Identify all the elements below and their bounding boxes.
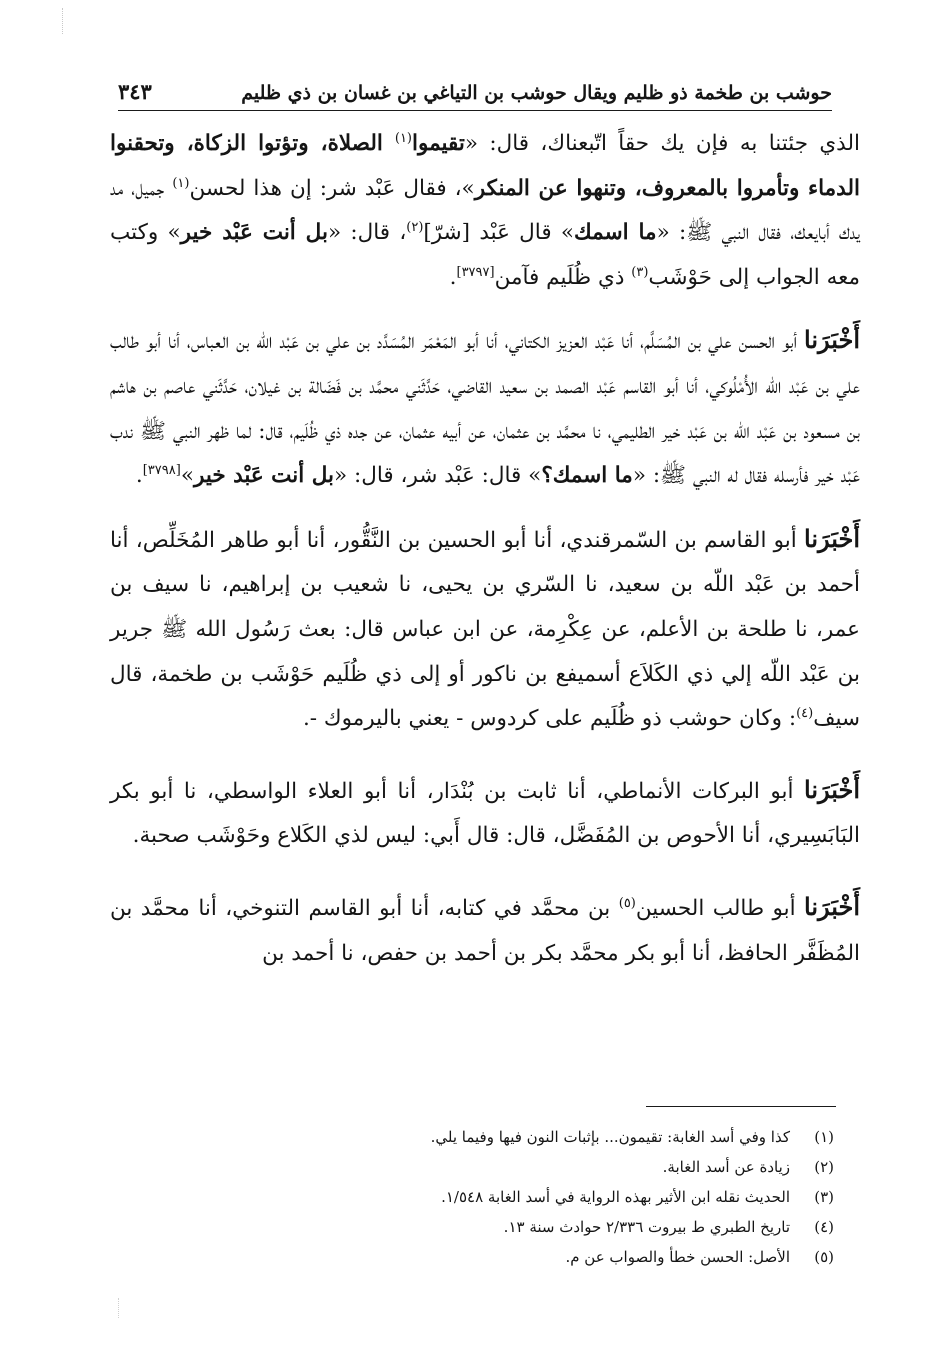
text-run: أبو طالب الحسين <box>635 895 805 921</box>
text-run: » قال عَبْد [شرّ] <box>423 220 575 246</box>
footnote-ref: (٥) <box>618 895 636 911</box>
footnote-separator <box>646 1106 836 1107</box>
narration-keyword: أَخْبَرَنا <box>804 523 860 553</box>
text-run: ، قال: « <box>327 220 407 246</box>
footnote-ref: (٤) <box>796 705 814 721</box>
narration-keyword: أَخْبَرَنا <box>804 325 860 355</box>
footnote-number: (١) <box>814 1128 834 1146</box>
paragraph <box>110 768 860 859</box>
footnote-text: كذا وفي أسد الغابة: تقيمون... بإثبات النون فيها وفيما يلي. <box>430 1128 790 1146</box>
page-number: ٣٤٣ <box>118 79 152 104</box>
text-run: بن محمَّد في كتابه، أنا أبو القاسم التنوخي، أنا محمَّد بن المُظَفَّر الحافظ، أنا أبو بكر محمَّد بكر بن أحمد بن حفص، نا أحمد بن <box>110 895 860 966</box>
text-run: » قال: عَبْد شر، قال: « <box>334 463 542 489</box>
footnote-ref: (٣) <box>631 264 649 280</box>
text-run: أبو القاسم بن السّمرقندي، أنا أبو الحسين بن النَّقُّور، أنا أبو طاهر المُخَلِّص، أنا أحمد بن عَبْد اللّه بن سعيد، نا السّري بن يحيى، نا شعيب بن إبراهيم، نا سيف بن عمر، نا طلحة بن الأعلم، عن عِكْرِمة، عن ابن عباس قال: بعث رَسُول الله ﷺ جرير بن عَبْد اللّه إلي ذي الكَلاَع أسميفع بن ناكور أو إلى ذي ظُلَيم حَوْشَب بن طخمة، قال سيف <box>110 527 860 732</box>
footnote-number: (٣) <box>814 1188 834 1206</box>
footnote-text: زيادة عن أسد الغابة. <box>662 1158 790 1176</box>
footnote <box>110 1122 834 1152</box>
main-text <box>110 122 860 976</box>
text-run: . <box>135 463 143 489</box>
scan-mark <box>118 1298 121 1318</box>
text-run: » وكتب معه الجواب إلى حَوْشَب <box>110 220 860 290</box>
footnote-ref: [٣٧٩٨] <box>142 463 181 478</box>
text-run: أبو الحسن علي بن المُسَلَّم، أنا عَبْد العزيز الكتاني، أنا أبو المَعْمَر المُسَدَّد بن علي بن عَبْد اللّه بن العباس، أنا أبو طالب علي بن عَبْد اللّه الأُمْلُوكي، أنا أبو القاسم عَبْد الصمد بن سعيد القاضي، حَدَّثَني محمَّد بن فَضَالة بن غيلان، حَدَّثَني عاصم بن هاشم بن مسعود بن عَبْد اللّه بن عَبْد خير الطليمي، نا محمَّد بن عثمان، عن أبيه عثمان، عن جده ذي ظُلَيم، قال: لما ظهر النبي ﷺ ندب عَبْد خير فأرسله فقال له النبي ﷺ: « <box>110 329 860 489</box>
running-header <box>118 66 832 111</box>
hadith-quote: تقيموا <box>412 131 465 156</box>
header-title: حوشب بن طخمة ذو ظليم ويقال حوشب بن التياغي بن غسان بن ذي ظليم <box>241 82 832 104</box>
hadith-quote: بل أنت عَبْد خير <box>193 463 335 489</box>
footnote <box>110 1182 834 1212</box>
footnote-text: تاريخ الطبري ط بيروت ٢/٣٣٦ حوادث سنة ١٣. <box>503 1218 790 1236</box>
text-run: . <box>449 264 457 290</box>
footnotes <box>110 1122 834 1272</box>
paragraph <box>110 122 860 300</box>
footnote-ref: [٣٧٩٧] <box>456 264 495 280</box>
footnote <box>110 1212 834 1242</box>
footnote-number: (٢) <box>814 1158 834 1176</box>
footnote-text: الأصل: الحسن خطأ والصواب عن م. <box>565 1248 790 1266</box>
hadith-quote: ما اسمك <box>574 220 657 246</box>
footnote-ref: (١) <box>172 175 190 191</box>
hadith-quote: ما اسمك؟ <box>541 463 633 489</box>
footnote <box>110 1152 834 1182</box>
hadith-quote: بل أنت عَبْد خير <box>180 220 328 246</box>
text-run: أبو البركات الأنماطي، أنا ثابت بن بُنْدَار، أنا أبو العلاء الواسطي، نا أبو بكر البَابَسِيري، أنا الأحوص بن المُفَضَّل، قال: قال أَبي: ليس لذي الكَلاع وحَوْشَب صحبة. <box>110 778 860 849</box>
footnote-number: (٤) <box>814 1218 834 1236</box>
footnote-ref: (٢) <box>406 220 424 236</box>
paragraph <box>110 517 860 742</box>
narration-keyword: أَخْبَرَنا <box>804 891 860 921</box>
text-run: ذي ظُلَيم فآمن <box>494 264 632 290</box>
footnote <box>110 1242 834 1272</box>
footnote-number: (٥) <box>814 1248 834 1266</box>
scan-mark <box>62 8 65 34</box>
footnote-text: الحديث نقله ابن الأثير بهذه الرواية في أسد الغابة ١/٥٤٨. <box>441 1188 790 1206</box>
paragraph <box>110 885 860 976</box>
text-run: : وكان حوشب ذو ظُلَيم على كردوس - يعني باليرموك -. <box>302 706 797 732</box>
text-run: » <box>180 463 194 489</box>
footnote-ref: (١) <box>394 130 412 146</box>
paragraph <box>110 318 860 498</box>
text-run: الذي جئتنا به فإن يك حقاً اتّبعناك، قال: « <box>464 131 860 156</box>
narration-keyword: أَخْبَرَنا <box>804 774 860 804</box>
hadith-quote: الصلاة، وتؤتوا الزكاة، وتحقنوا الدماء وتأمروا بالمعروف، وتنهوا عن المنكر <box>110 131 860 201</box>
text-run: »، فقال عَبْد شر: إن هذا لحسن <box>189 175 475 201</box>
text-run: جميل، مد يدك أبايعك، فقال النبي ﷺ: « <box>110 175 860 246</box>
